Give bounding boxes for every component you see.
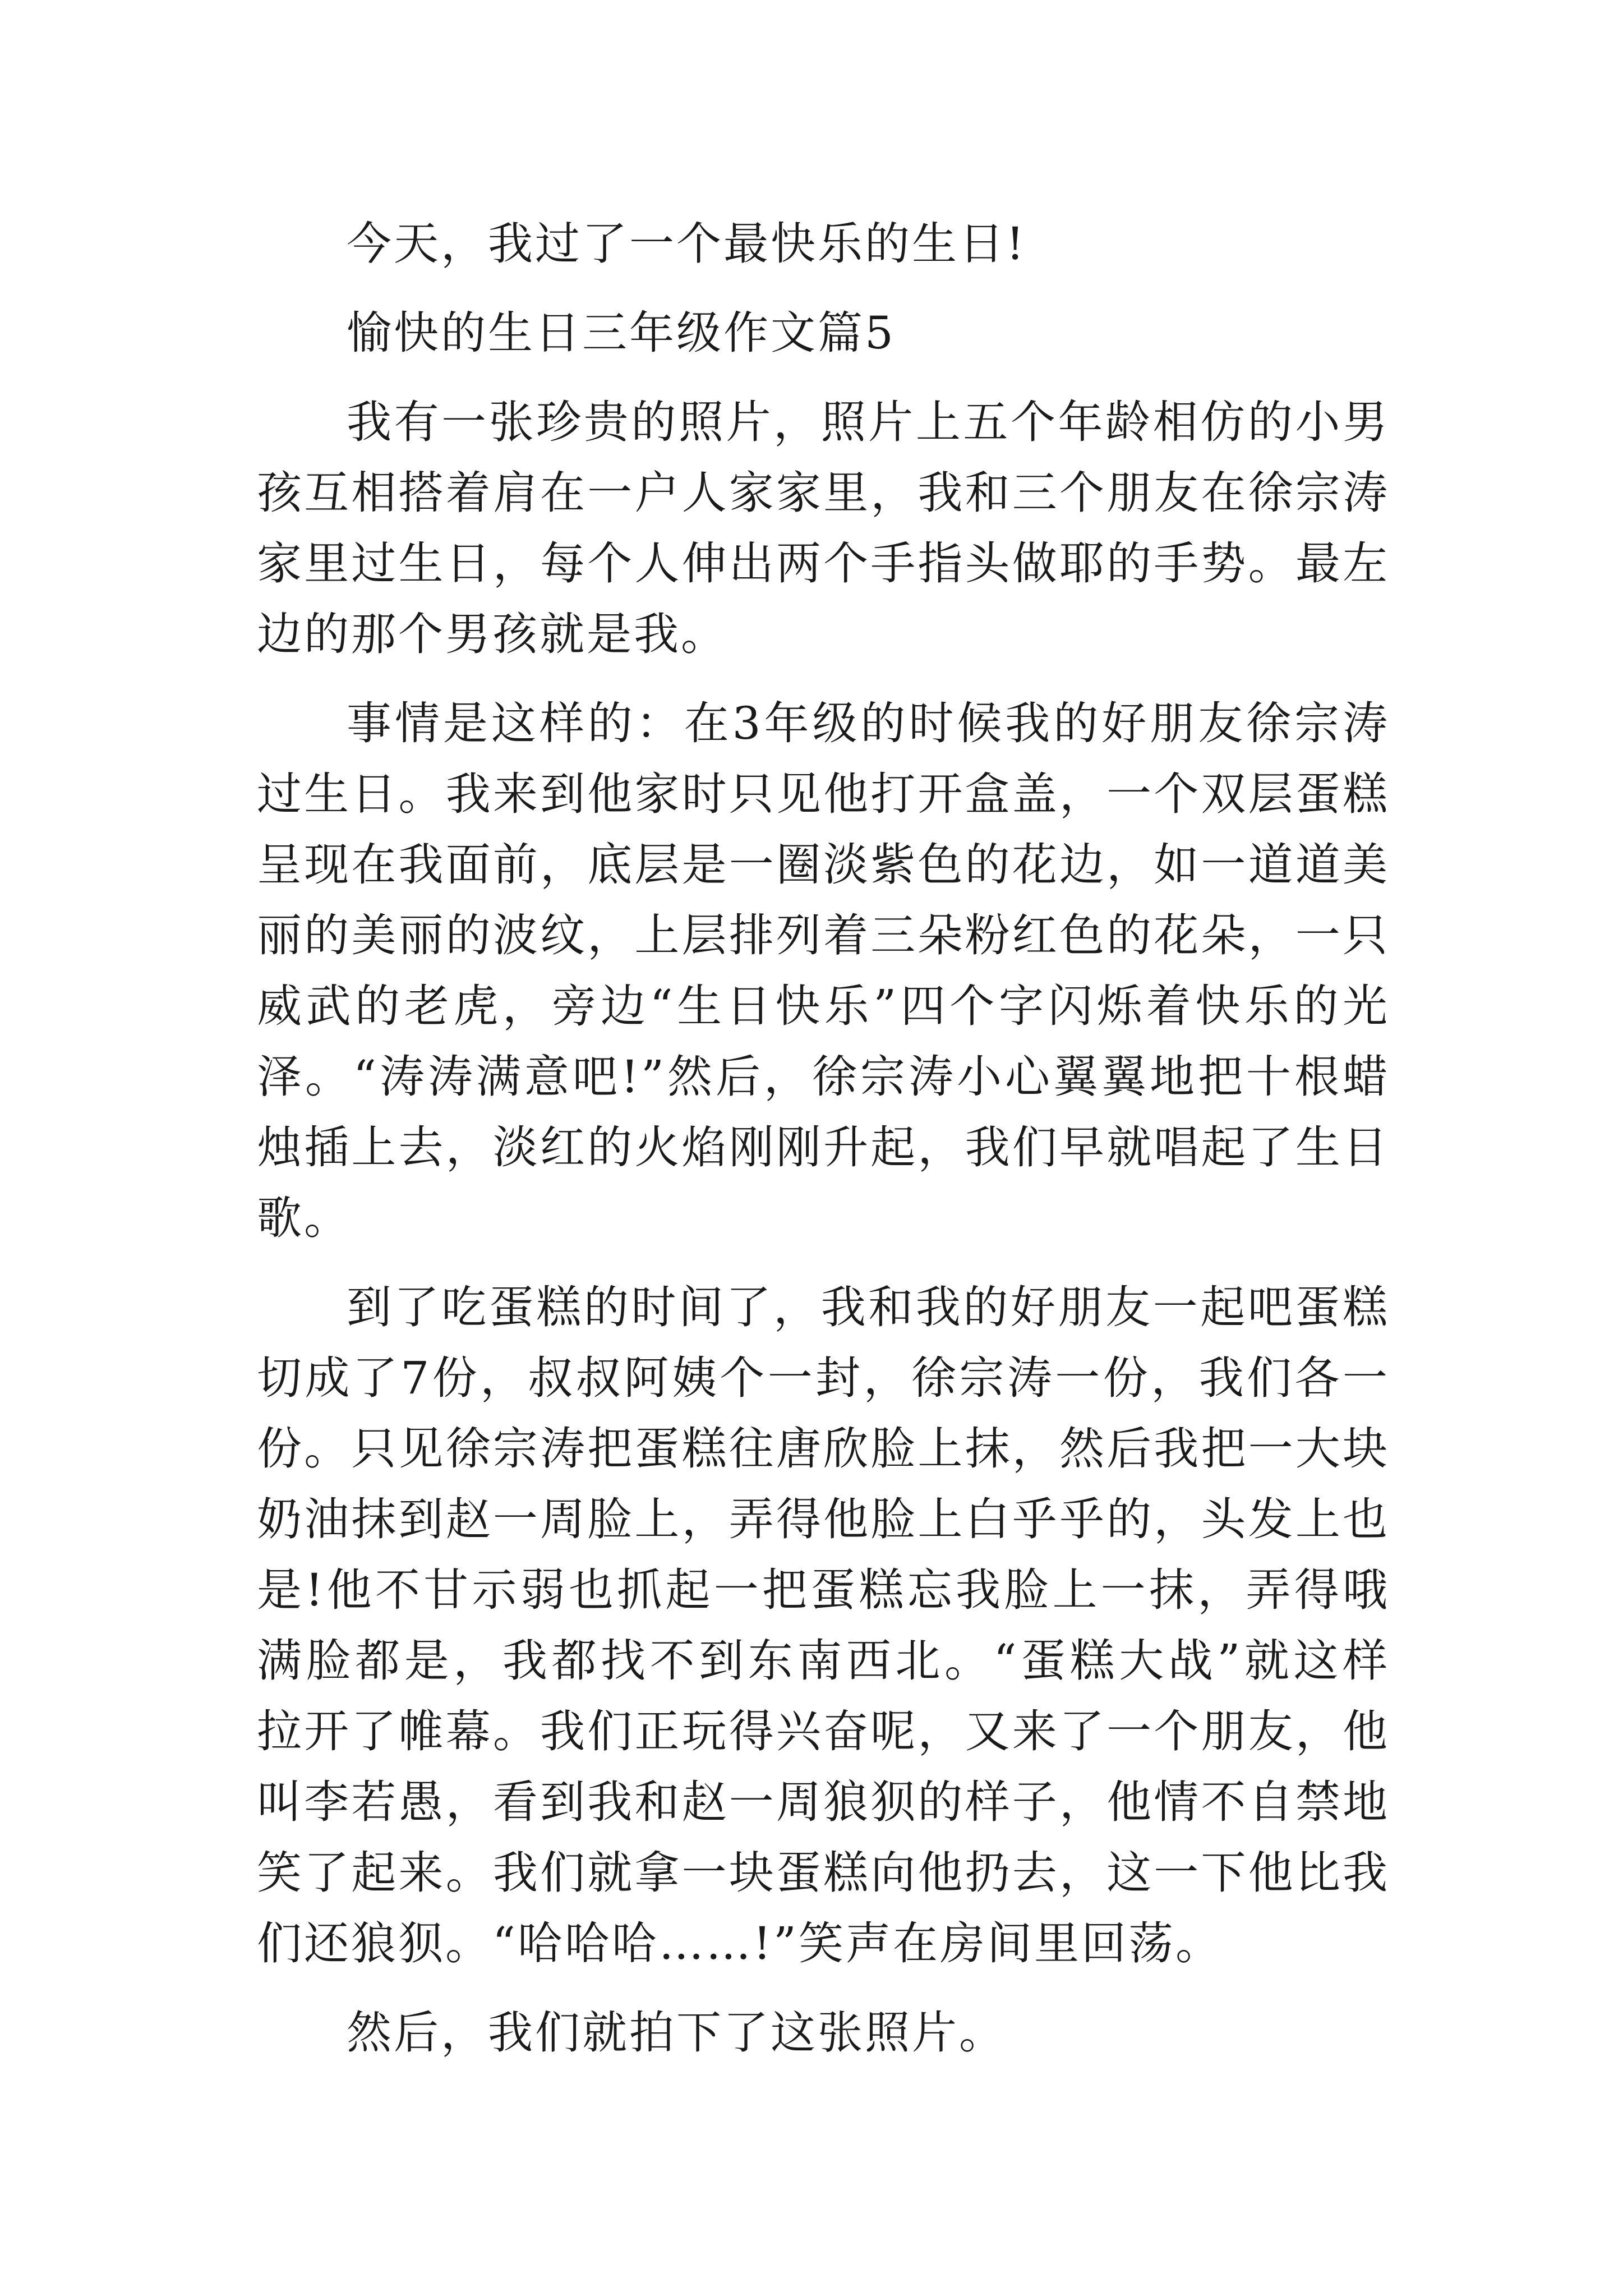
paragraph-birthday-cake: 事情是这样的：在3年级的时候我的好朋友徐宗涛过生日。我来到他家时只见他打开盒盖，一个双层蛋糕呈现在我面前，底层是一圈淡紫色的花边，如一道道美丽的美丽的波纹，上层排列着三朵粉红色的花朵，一只威武的老虎，旁边“生日快乐”四个字闪烁着快乐的光泽。“涛涛满意吧!”然后，徐宗涛小心翼翼地把十根蜡烛插上去，淡红的火焰刚刚升起，我们早就唱起了生日歌。 — [257, 697, 1390, 1244]
paragraph-cake-battle: 到了吃蛋糕的时间了，我和我的好朋友一起吧蛋糕切成了7份，叔叔阿姨个一封，徐宗涛一份，我们各一份。只见徐宗涛把蛋糕往唐欣脸上抹，然后我把一大块奶油抹到赵一周脸上，弄得他脸上白乎乎的，头发上也是!他不甘示弱也抓起一把蛋糕忘我脸上一抹，弄得哦满脸都是，我都找不到东南西北。“蛋糕大战”就这样拉开了帷幕。我们正玩得兴奋呢，又来了一个朋友，他叫李若愚，看到我和赵一周狼狈的样子，他情不自禁地笑了起来。我们就拿一块蛋糕向他扔去，这一下他比我们还狼狈。“哈哈哈……!”笑声在房间里回荡。 — [257, 1281, 1390, 1970]
paragraph-conclusion: 然后，我们就拍下了这张照片。 — [347, 2007, 1006, 2059]
paragraph-photo-intro: 我有一张珍贵的照片，照片上五个年龄相仿的小男孩互相搭着肩在一户人家家里，我和三个朋友在徐宗涛家里过生日，每个人伸出两个手指头做耶的手势。最左边的那个男孩就是我。 — [257, 396, 1390, 660]
closing-line-previous-essay: 今天，我过了一个最快乐的生日! — [347, 218, 1027, 270]
document-body — [257, 209, 1390, 2087]
essay-heading: 愉快的生日三年级作文篇5 — [347, 307, 896, 359]
